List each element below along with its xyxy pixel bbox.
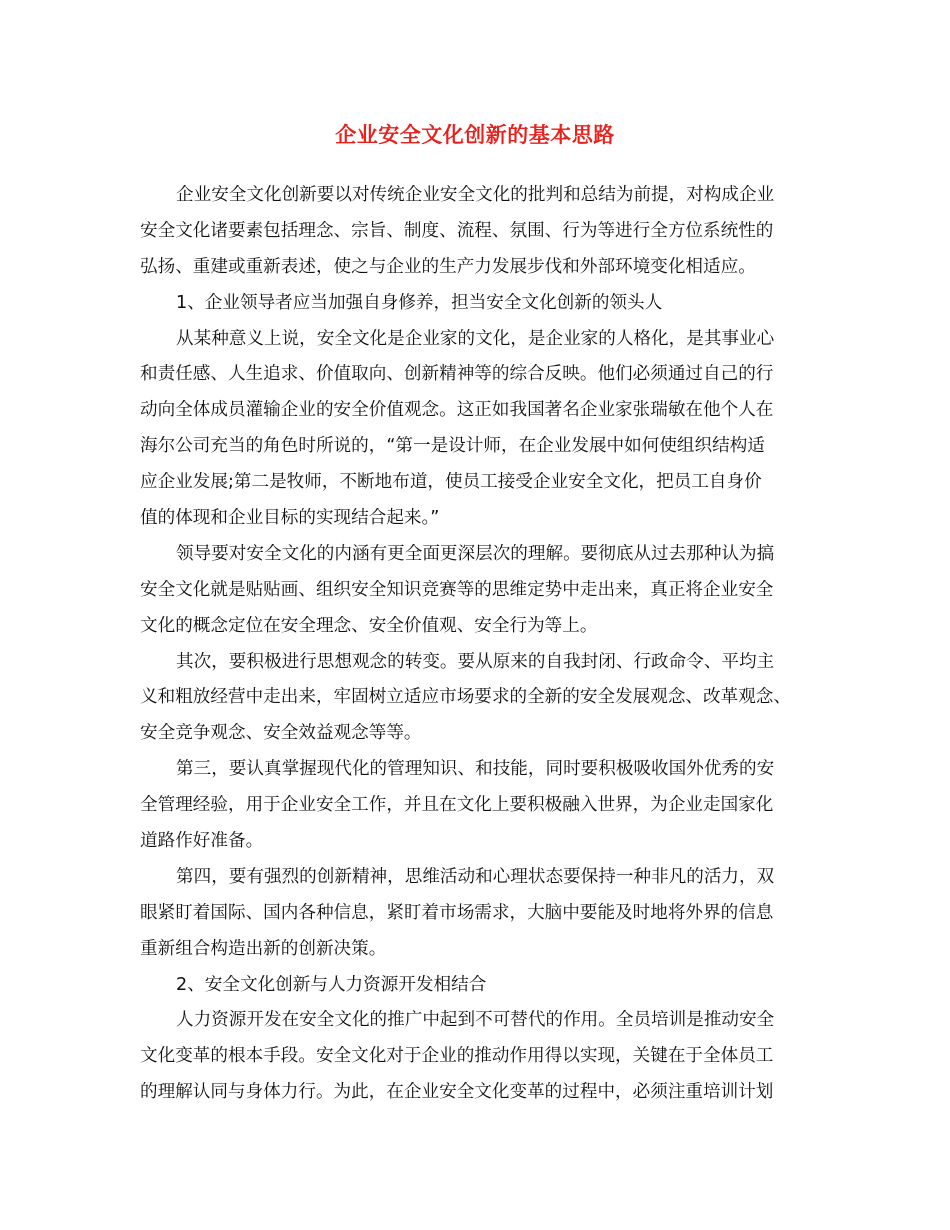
text-line: 安全文化诸要素包括理念、宗旨、制度、流程、氛围、行为等进行全方位系统性的: [140, 220, 774, 241]
text-line: 领导要对安全文化的内涵有更全面更深层次的理解。要彻底从过去那种认为搞: [176, 543, 775, 564]
text-line: 文化的概念定位在安全理念、安全价值观、安全行为等上。: [140, 615, 598, 636]
text-line: 安全竞争观念、安全效益观念等等。: [140, 723, 422, 744]
text-line: 义和粗放经营中走出来，牢固树立适应市场要求的全新的安全发展观念、改革观念、: [140, 687, 791, 708]
text-line: 动向全体成员灌输企业的安全价值观念。这正如我国著名企业家张瑞敏在他个人在: [140, 400, 774, 421]
text-line: 眼紧盯着国际、国内各种信息，紧盯着市场需求，大脑中要能及时地将外界的信息: [140, 902, 774, 923]
text-line: 人力资源开发在安全文化的推广中起到不可替代的作用。全员培训是推动安全: [176, 1010, 775, 1031]
text-line: 安全文化就是贴贴画、组织安全知识竞赛等的思维定势中走出来，真正将企业安全: [140, 579, 774, 600]
text-line: 1、企业领导者应当加强自身修养，担当安全文化创新的领头人: [176, 292, 663, 313]
text-line: 企业安全文化创新要以对传统企业安全文化的批判和总结为前提，对构成企业: [176, 185, 775, 205]
text-line: 其次，要积极进行思想观念的转变。要从原来的自我封闭、行政命令、平均主: [176, 651, 775, 672]
document-title: 企业安全文化创新的基本思路: [335, 122, 615, 147]
text-line: 第三，要认真掌握现代化的管理知识、和技能，同时要积极吸收国外优秀的安: [176, 759, 775, 780]
text-line: 海尔公司充当的角色时所说的，“第一是设计师，在企业发展中如何使组织结构适: [140, 436, 765, 457]
text-line: 值的体现和企业目标的实现结合起来。”: [140, 508, 440, 529]
text-line: 全管理经验，用于企业安全工作，并且在文化上要积极融入世界，为企业走国家化: [140, 795, 774, 816]
text-line: 道路作好准备。: [140, 831, 264, 852]
text-line: 弘扬、重建或重新表述，使之与企业的生产力发展步伐和外部环境变化相适应。: [140, 256, 756, 277]
text-line: 文化变革的根本手段。安全文化对于企业的推动作用得以实现，关键在于全体员工: [140, 1046, 774, 1067]
text-line: 的理解认同与身体力行。为此，在企业安全文化变革的过程中，必须注重培训计划: [140, 1082, 774, 1103]
text-line: 和责任感、人生追求、价值取向、创新精神等的综合反映。他们必须通过自己的行: [140, 364, 774, 385]
text-line: 重新组合构造出新的创新决策。: [140, 938, 387, 959]
text-line: 从某种意义上说，安全文化是企业家的文化，是企业家的人格化，是其事业心: [176, 328, 775, 349]
text-line: 第四，要有强烈的创新精神，思维活动和心理状态要保持一种非凡的活力，双: [176, 866, 775, 887]
text-line: 2、安全文化创新与人力资源开发相结合: [176, 974, 487, 995]
text-line: 应企业发展;第二是牧师，不断地布道，使员工接受企业安全文化，把员工自身价: [140, 472, 762, 493]
document-body: [140, 178, 820, 1111]
